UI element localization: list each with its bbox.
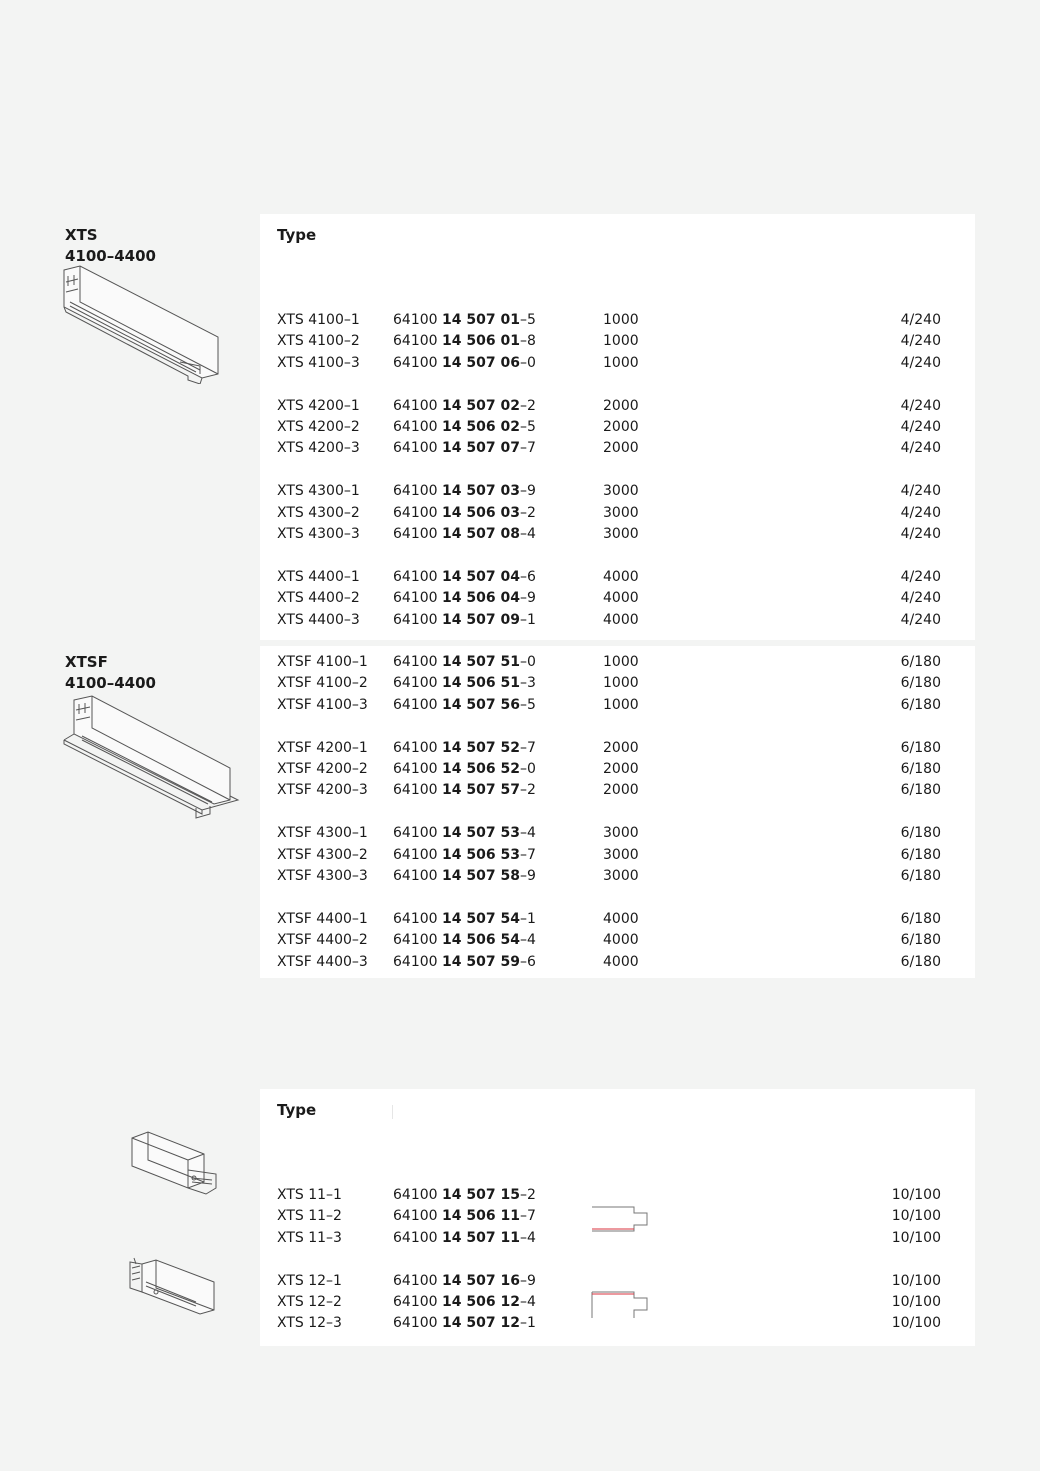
packing-cell: 4/240 [900, 440, 941, 457]
packing-cell: 4/240 [900, 312, 941, 328]
length-cell: 4000 [603, 611, 639, 628]
packing-cell: 4/240 [900, 333, 941, 350]
article-code: 14 506 11 [442, 1208, 520, 1225]
length-cell: 4000 [603, 932, 639, 949]
article-prefix: 64100 [393, 440, 438, 457]
article-prefix: 64100 [393, 825, 438, 842]
xtsf-name: XTSF [65, 653, 108, 671]
packing-cell: 4/240 [900, 568, 941, 585]
article-prefix: 64100 [393, 1229, 438, 1246]
article-code: 14 507 08 [442, 526, 520, 542]
table-row [260, 1206, 975, 1227]
end-cap-icon [126, 1130, 222, 1196]
article-number-cell [393, 1313, 536, 1334]
xts-range: 4100–4400 [65, 247, 156, 265]
article-prefix: 64100 [393, 696, 438, 713]
article-number-cell [393, 738, 536, 759]
length-cell: 1000 [603, 354, 639, 371]
article-number-cell [393, 695, 536, 716]
article-prefix: 64100 [393, 419, 438, 435]
article-check: –4 [519, 526, 536, 542]
article-check: –4 [519, 1229, 536, 1246]
xtsf-section-label [65, 652, 156, 694]
table-row [260, 588, 975, 609]
packing-cell: 4/240 [900, 483, 941, 500]
article-code: 14 507 54 [442, 910, 520, 927]
article-check: –4 [519, 932, 536, 949]
type-cell: XTS 4400–3 [277, 611, 360, 628]
article-check: –1 [519, 1315, 536, 1332]
article-code: 14 507 59 [442, 953, 520, 970]
article-number-cell [393, 1228, 536, 1249]
article-code: 14 506 51 [442, 675, 520, 692]
type-cell: XTSF 4400–2 [277, 932, 368, 949]
type-cell: XTS 4300–3 [277, 526, 360, 542]
packing-cell: 6/180 [900, 910, 941, 927]
packing-cell: 4/240 [900, 504, 941, 521]
table-row [260, 673, 975, 694]
article-code: 14 507 12 [442, 1315, 520, 1332]
article-check: –6 [519, 953, 536, 970]
packing-cell: 6/180 [900, 846, 941, 863]
packing-cell: 6/180 [900, 825, 941, 842]
table-row [260, 1271, 975, 1292]
type-cell: XTSF 4400–3 [277, 953, 368, 970]
packing-cell: 6/180 [900, 932, 941, 949]
table-row [260, 1313, 975, 1334]
article-code: 14 506 04 [442, 590, 520, 607]
packing-cell: 6/180 [900, 953, 941, 970]
type-cell: XTSF 4100–3 [277, 696, 368, 713]
article-prefix: 64100 [393, 568, 438, 585]
article-code: 14 507 52 [442, 739, 520, 756]
packing-cell: 6/180 [900, 868, 941, 884]
article-prefix: 64100 [393, 782, 438, 799]
packing-cell: 10/100 [891, 1208, 941, 1225]
type-cell: XTS 4300–2 [277, 504, 360, 521]
type-header: Type [277, 226, 317, 244]
article-number-cell [393, 438, 536, 459]
article-number-cell [393, 503, 536, 524]
table-row [260, 331, 975, 352]
packing-cell: 6/180 [900, 761, 941, 777]
type-cell: XTSF 4400–1 [277, 910, 368, 927]
table-row [260, 930, 975, 951]
type-cell: XTSF 4300–3 [277, 868, 368, 884]
article-check: –0 [519, 354, 536, 371]
length-cell: 4000 [603, 568, 639, 585]
track-profile-icon [60, 262, 230, 384]
article-code: 14 506 03 [442, 504, 520, 521]
article-check: –3 [519, 675, 536, 692]
length-cell: 4000 [603, 953, 639, 970]
article-number-cell [393, 780, 536, 801]
article-check: –1 [519, 611, 536, 628]
article-check: –9 [519, 590, 536, 607]
article-prefix: 64100 [393, 932, 438, 949]
table-row [260, 823, 975, 844]
type-cell: XTS 4200–1 [277, 397, 360, 414]
article-check: –8 [519, 333, 536, 350]
length-cell: 2000 [603, 761, 639, 777]
article-check: –1 [519, 910, 536, 927]
packing-cell: 10/100 [891, 1272, 941, 1289]
table-row [260, 866, 975, 887]
length-cell: 2000 [603, 440, 639, 457]
flanged-track-profile-icon [62, 692, 242, 820]
type-cell: XTSF 4200–2 [277, 761, 368, 777]
table-row [260, 845, 975, 866]
packing-cell: 6/180 [900, 654, 941, 670]
length-cell: 2000 [603, 419, 639, 435]
article-number-cell [393, 567, 536, 588]
packing-cell: 10/100 [891, 1229, 941, 1246]
table-row [260, 417, 975, 438]
table-row [260, 1228, 975, 1249]
article-number-cell [393, 909, 536, 930]
table-row [260, 524, 975, 545]
article-prefix: 64100 [393, 312, 438, 328]
length-cell: 3000 [603, 825, 639, 842]
xts-name: XTS [65, 226, 98, 244]
type-cell: XTS 4100–3 [277, 354, 360, 371]
article-code: 14 507 58 [442, 868, 520, 884]
packing-cell: 4/240 [900, 419, 941, 435]
table-row [260, 438, 975, 459]
article-number-cell [393, 930, 536, 951]
length-cell: 2000 [603, 782, 639, 799]
table-row [260, 759, 975, 780]
article-number-cell [393, 759, 536, 780]
article-prefix: 64100 [393, 868, 438, 884]
article-number-cell [393, 673, 536, 694]
length-cell: 2000 [603, 739, 639, 756]
article-prefix: 64100 [393, 739, 438, 756]
table-row [260, 780, 975, 801]
type-cell: XTSF 4200–1 [277, 739, 368, 756]
xtsf-range: 4100–4400 [65, 674, 156, 692]
packing-cell: 10/100 [891, 1294, 941, 1310]
type-header: Type [277, 1101, 317, 1119]
article-number-cell [393, 610, 536, 631]
type-cell: XTS 4100–2 [277, 333, 360, 350]
article-check: –0 [519, 761, 536, 777]
article-prefix: 64100 [393, 590, 438, 607]
article-check: –9 [519, 868, 536, 884]
article-code: 14 507 09 [442, 611, 520, 628]
article-check: –7 [519, 739, 536, 756]
article-code: 14 506 01 [442, 333, 520, 350]
length-cell: 4000 [603, 910, 639, 927]
article-code: 14 506 53 [442, 846, 520, 863]
type-cell: XTS 4300–1 [277, 483, 360, 500]
article-check: –9 [519, 1272, 536, 1289]
article-prefix: 64100 [393, 1272, 438, 1289]
article-check: –7 [519, 440, 536, 457]
article-number-cell [393, 481, 536, 502]
article-check: –2 [519, 397, 536, 414]
article-code: 14 507 11 [442, 1229, 520, 1246]
article-number-cell [393, 823, 536, 844]
type-cell: XTS 12–3 [277, 1315, 342, 1332]
article-code: 14 507 02 [442, 397, 520, 414]
length-cell: 2000 [603, 397, 639, 414]
article-number-cell [393, 1271, 536, 1292]
article-number-cell [393, 396, 536, 417]
table-row [260, 481, 975, 502]
article-code: 14 507 01 [442, 312, 520, 328]
article-check: –7 [519, 1208, 536, 1225]
article-number-cell [393, 524, 536, 545]
length-cell: 4000 [603, 590, 639, 607]
article-number-cell [393, 331, 536, 352]
article-check: –5 [519, 696, 536, 713]
xts-panel [260, 214, 975, 640]
table-row [260, 652, 975, 673]
article-prefix: 64100 [393, 675, 438, 692]
article-code: 14 507 04 [442, 568, 520, 585]
article-number-cell [393, 845, 536, 866]
article-prefix: 64100 [393, 953, 438, 970]
article-code: 14 507 07 [442, 440, 520, 457]
article-code: 14 507 03 [442, 483, 520, 500]
article-number-cell [393, 952, 536, 973]
article-number-cell [393, 1185, 536, 1206]
article-prefix: 64100 [393, 333, 438, 350]
article-prefix: 64100 [393, 354, 438, 371]
article-prefix: 64100 [393, 397, 438, 414]
article-check: –0 [519, 654, 536, 670]
type-cell: XTS 4400–2 [277, 590, 360, 607]
type-cell: XTS 11–2 [277, 1208, 342, 1225]
length-cell: 3000 [603, 868, 639, 884]
table-row [260, 503, 975, 524]
table-row [260, 353, 975, 374]
article-number-cell [393, 310, 536, 331]
article-check: –2 [519, 1187, 536, 1203]
table-row [260, 610, 975, 631]
table-row [260, 1185, 975, 1206]
article-prefix: 64100 [393, 1208, 438, 1225]
type-cell: XTS 12–2 [277, 1294, 342, 1310]
article-prefix: 64100 [393, 504, 438, 521]
type-cell: XTS 4200–2 [277, 419, 360, 435]
packing-cell: 4/240 [900, 354, 941, 371]
length-cell: 1000 [603, 312, 639, 328]
type-cell: XTSF 4300–2 [277, 846, 368, 863]
xts-section-label [65, 225, 156, 267]
packing-cell: 6/180 [900, 696, 941, 713]
table-row [260, 909, 975, 930]
type-cell: XTS 11–1 [277, 1187, 342, 1203]
type-cell: XTS 4200–3 [277, 440, 360, 457]
table-row [260, 1292, 975, 1313]
length-cell: 3000 [603, 846, 639, 863]
accessories-panel [260, 1089, 975, 1346]
table-row [260, 952, 975, 973]
article-code: 14 507 06 [442, 354, 520, 371]
table-row [260, 396, 975, 417]
packing-cell: 4/240 [900, 397, 941, 414]
length-cell: 1000 [603, 333, 639, 350]
packing-cell: 6/180 [900, 675, 941, 692]
article-check: –2 [519, 782, 536, 799]
type-cell: XTSF 4100–1 [277, 654, 368, 670]
length-cell: 3000 [603, 504, 639, 521]
article-prefix: 64100 [393, 1315, 438, 1332]
type-cell: XTSF 4200–3 [277, 782, 368, 799]
article-prefix: 64100 [393, 483, 438, 500]
article-code: 14 506 54 [442, 932, 520, 949]
packing-cell: 6/180 [900, 782, 941, 799]
article-code: 14 507 53 [442, 825, 520, 842]
type-cell: XTS 11–3 [277, 1229, 342, 1246]
article-code: 14 507 16 [442, 1272, 520, 1289]
packing-cell: 4/240 [900, 611, 941, 628]
packing-cell: 10/100 [891, 1187, 941, 1203]
article-code: 14 507 51 [442, 654, 520, 670]
table-row [260, 738, 975, 759]
length-cell: 3000 [603, 526, 639, 542]
article-code: 14 506 52 [442, 761, 520, 777]
article-check: –2 [519, 504, 536, 521]
article-prefix: 64100 [393, 846, 438, 863]
length-cell: 3000 [603, 483, 639, 500]
length-cell: 1000 [603, 696, 639, 713]
article-number-cell [393, 353, 536, 374]
article-number-cell [393, 1206, 536, 1227]
article-prefix: 64100 [393, 611, 438, 628]
article-check: –4 [519, 825, 536, 842]
type-cell: XTSF 4100–2 [277, 675, 368, 692]
article-prefix: 64100 [393, 526, 438, 542]
article-number-cell [393, 417, 536, 438]
article-check: –4 [519, 1294, 536, 1310]
article-code: 14 507 15 [442, 1187, 520, 1203]
type-cell: XTS 4400–1 [277, 568, 360, 585]
table-row [260, 567, 975, 588]
packing-cell: 4/240 [900, 590, 941, 607]
article-check: –5 [519, 419, 536, 435]
article-prefix: 64100 [393, 1187, 438, 1203]
article-code: 14 507 56 [442, 696, 520, 713]
article-number-cell [393, 866, 536, 887]
length-cell: 1000 [603, 654, 639, 670]
article-prefix: 64100 [393, 910, 438, 927]
feed-connector-icon [126, 1252, 222, 1318]
article-check: –5 [519, 312, 536, 328]
article-check: –6 [519, 568, 536, 585]
article-check: –9 [519, 483, 536, 500]
type-cell: XTS 12–1 [277, 1272, 342, 1289]
packing-cell: 4/240 [900, 526, 941, 542]
table-row [260, 695, 975, 716]
article-prefix: 64100 [393, 1294, 438, 1310]
packing-cell: 10/100 [891, 1315, 941, 1332]
type-cell: XTS 4100–1 [277, 312, 360, 328]
article-check: –7 [519, 846, 536, 863]
type-cell: XTSF 4300–1 [277, 825, 368, 842]
article-code: 14 507 57 [442, 782, 520, 799]
length-cell: 1000 [603, 675, 639, 692]
article-number-cell [393, 588, 536, 609]
xtsf-panel [260, 646, 975, 978]
article-prefix: 64100 [393, 654, 438, 670]
article-number-cell [393, 1292, 536, 1313]
article-number-cell [393, 652, 536, 673]
packing-cell: 6/180 [900, 739, 941, 756]
article-code: 14 506 12 [442, 1294, 520, 1310]
article-code: 14 506 02 [442, 419, 520, 435]
article-prefix: 64100 [393, 761, 438, 777]
table-row [260, 310, 975, 331]
